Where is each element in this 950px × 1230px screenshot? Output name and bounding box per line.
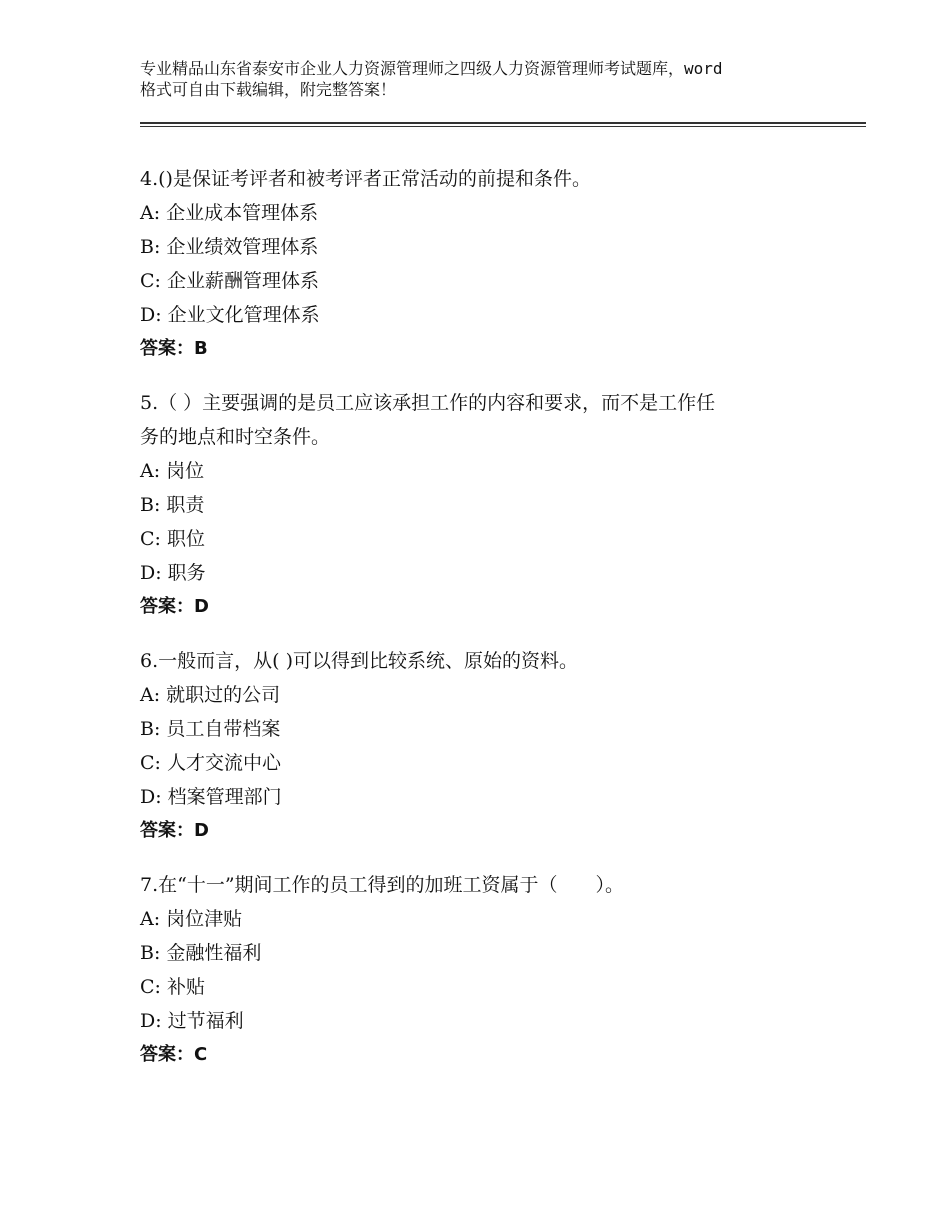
header-divider [140,122,866,124]
answer-label: 答案：D [140,596,209,617]
option-b: B: 企业绩效管理体系 [140,236,319,258]
option-c: C: 人才交流中心 [140,752,281,774]
question-text: 4.()是保证考评者和被考评者正常活动的前提和条件。 [140,168,591,190]
question-text-continued: 务的地点和时空条件。 [140,426,331,448]
option-d: D: 档案管理部门 [140,786,282,808]
option-c: C: 职位 [140,528,205,550]
option-a: A: 岗位 [140,460,205,482]
answer-label: 答案：C [140,1044,208,1065]
question-5 [140,386,820,624]
question-text: 7.在“十一”期间工作的员工得到的加班工资属于（ ）。 [140,874,625,896]
header-line-2: 格式可自由下载编辑，附完整答案！ [140,80,397,99]
option-b: B: 员工自带档案 [140,718,281,740]
question-text: 6.一般而言，从( )可以得到比较系统、原始的资料。 [140,650,578,672]
option-b: B: 职责 [140,494,205,516]
option-b: B: 金融性福利 [140,942,262,964]
option-a: A: 企业成本管理体系 [140,202,319,224]
question-text: 5.（ ）主要强调的是员工应该承担工作的内容和要求，而不是工作任 [140,392,716,414]
option-d: D: 企业文化管理体系 [140,304,320,326]
answer-label: 答案：B [140,338,208,359]
option-a: A: 岗位津贴 [140,908,243,930]
document-header [140,58,840,100]
option-c: C: 补贴 [140,976,205,998]
question-4 [140,162,820,366]
question-list [140,162,820,1092]
question-7 [140,868,820,1072]
option-a: A: 就职过的公司 [140,684,281,706]
answer-label: 答案：D [140,820,209,841]
option-d: D: 过节福利 [140,1010,244,1032]
header-divider-thin [140,126,866,127]
header-line-1: 专业精品山东省泰安市企业人力资源管理师之四级人力资源管理师考试题库，word [140,59,723,78]
question-6 [140,644,820,848]
option-c: C: 企业薪酬管理体系 [140,270,319,292]
option-d: D: 职务 [140,562,206,584]
